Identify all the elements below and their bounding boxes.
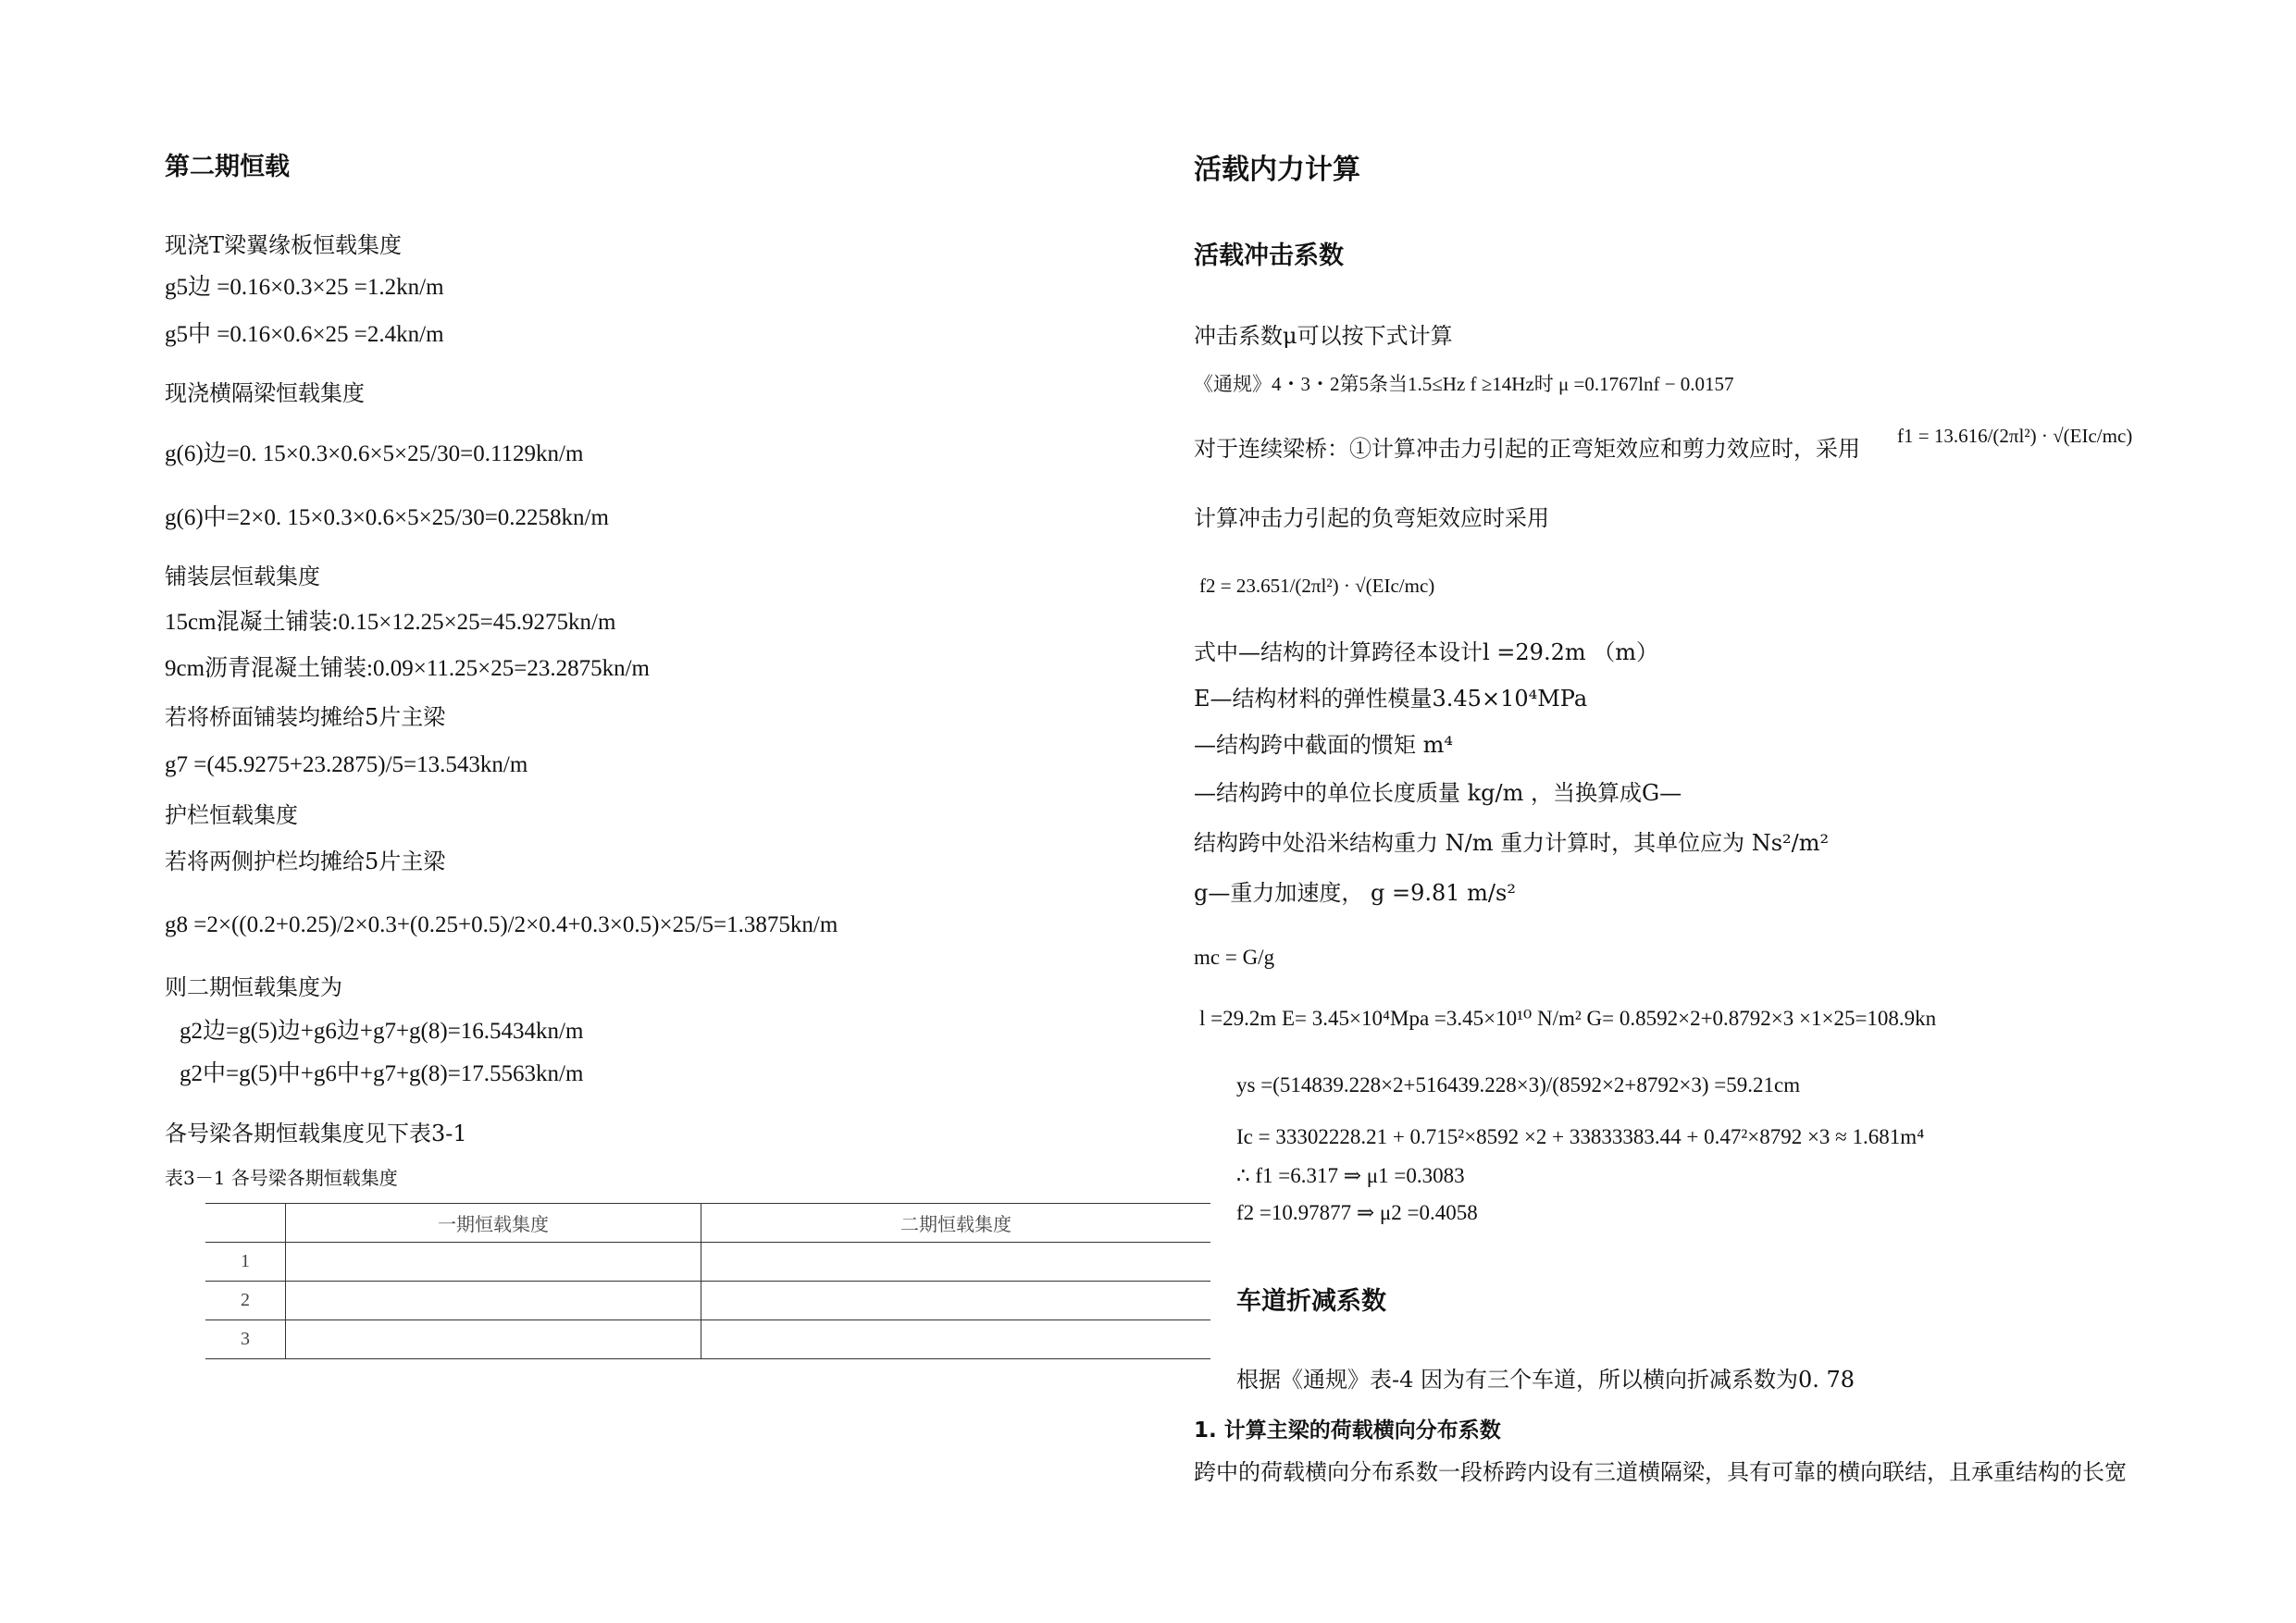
text-line: 式中—结构的计算跨径本设计l =29.2m （m） (1194, 639, 1658, 665)
text-line: 根据《通规》表-4 因为有三个车道，所以横向折减系数为0. 78 (1236, 1367, 1855, 1393)
section-title-impact-factor: 活载冲击系数 (1194, 242, 1344, 270)
formula-mu2: f2 =10.97877 ⇒ μ2 =0.4058 (1236, 1201, 1478, 1224)
text-line: 护栏恒载集度 (165, 802, 298, 828)
table-row (205, 1243, 1210, 1282)
text-line: 计算冲击力引起的负弯矩效应时采用 (1194, 505, 1549, 531)
formula-asphalt-paving: 9cm沥青混凝土铺装:0.09×11.25×25=23.2875kn/m (165, 656, 650, 681)
formula-g6-mid: g(6)中=2×0. 15×0.3×0.6×5×25/30=0.2258kn/m (165, 505, 609, 530)
formula-g6-edge: g(6)边=0. 15×0.3×0.6×5×25/30=0.1129kn/m (165, 441, 584, 466)
table-cell (701, 1320, 1211, 1359)
text-line: 现浇T梁翼缘板恒载集度 (165, 232, 403, 258)
text-line: 则二期恒载集度为 (165, 974, 342, 1000)
text-line: g—重力加速度， g =9.81 m/s² (1194, 880, 1516, 906)
formula-f1 (1897, 422, 2132, 450)
table-header-cell (205, 1204, 286, 1243)
text-line: 铺装层恒载集度 (165, 564, 320, 589)
formula-f2: f2 = 23.651/(2πl²) · √(EIc/mc) (1199, 575, 1435, 597)
table-cell (286, 1320, 701, 1359)
text-line: 若将两侧护栏均摊给5片主梁 (165, 849, 446, 874)
section-title-second-dead-load: 第二期恒载 (165, 153, 290, 181)
formula-mc: mc = G/g (1194, 946, 1275, 969)
formula-g5-edge: g5边 =0.16×0.3×25 =1.2kn/m (165, 275, 444, 300)
table-header-row (205, 1204, 1210, 1243)
text-line: 现浇横隔梁恒载集度 (165, 380, 365, 406)
text-line: 若将桥面铺装均摊给5片主梁 (165, 704, 446, 730)
table-cell (701, 1282, 1211, 1320)
table-cell (701, 1243, 1211, 1282)
formula-constants: l =29.2m E= 3.45×10⁴Mpa =3.45×10¹⁰ N/m² G= 0.8592×2+0.8792×3 ×1×25=108.9kn (1199, 1007, 1937, 1030)
formula-ic: Ic = 33302228.21 + 0.715²×8592 ×2 + 33833383.44 + 0.47²×8792 ×3 ≈ 1.681m⁴ (1236, 1125, 1925, 1148)
formula-mu1: ∴ f1 =6.317 ⇒ μ1 =0.3083 (1236, 1164, 1465, 1187)
dead-load-table (205, 1203, 1210, 1359)
text-line-f1 (1194, 435, 1860, 463)
formula-concrete-paving: 15cm混凝土铺装:0.15×12.25×25=45.9275kn/m (165, 610, 616, 635)
text-line: —结构跨中的单位长度质量 kg/m ，当换算成G— (1194, 780, 1682, 806)
formula-g5-mid: g5中 =0.16×0.6×25 =2.4kn/m (165, 322, 444, 347)
formula-g8: g8 =2×((0.2+0.25)/2×0.3+(0.25+0.5)/2×0.4+0.3×0.5)×25/5=1.3875kn/m (165, 912, 838, 937)
formula-f1-text: f1 = 13.616/(2πl²) · √(EIc/mc) (1897, 425, 2133, 447)
table-cell: 1 (205, 1243, 286, 1282)
text-line: 跨中的荷载横向分布系数一段桥跨内设有三道横隔梁，具有可靠的横向联结，且承重结构的长宽 (1194, 1459, 2127, 1485)
formula-impact-factor: 《通规》4・3・2第5条当1.5≤Hz f ≥14Hz时 μ =0.1767lnf − 0.0157 (1194, 373, 1734, 395)
text-line: —结构跨中截面的惯矩 m⁴ (1194, 732, 1454, 758)
formula-g2-edge: g2边=g(5)边+g6边+g7+g(8)=16.5434kn/m (180, 1019, 584, 1044)
formula-g2-mid: g2中=g(5)中+g6中+g7+g(8)=17.5563kn/m (180, 1061, 584, 1086)
table-header-cell: 一期恒载集度 (286, 1204, 701, 1243)
section-title-transverse-distribution: 1. 计算主梁的荷载横向分布系数 (1194, 1419, 1501, 1443)
section-title-live-load: 活载内力计算 (1194, 154, 1360, 186)
table-cell: 2 (205, 1282, 286, 1320)
section-title-lane-reduction: 车道折减系数 (1236, 1287, 1386, 1316)
table-cell (286, 1282, 701, 1320)
text-line: 冲击系数μ可以按下式计算 (1194, 323, 1453, 349)
table-header-cell: 二期恒载集度 (701, 1204, 1211, 1243)
table-row (205, 1320, 1210, 1359)
table-caption: 表3－1 各号梁各期恒载集度 (165, 1167, 398, 1189)
text-line: E—结构材料的弹性模量3.45×10⁴MPa (1194, 686, 1588, 712)
table-cell: 3 (205, 1320, 286, 1359)
formula-ys: ys =(514839.228×2+516439.228×3)/(8592×2+8792×3) =59.21cm (1236, 1073, 1801, 1096)
text-line: 各号梁各期恒载集度见下表3-1 (165, 1121, 467, 1146)
text-line: 结构跨中处沿米结构重力 N/m 重力计算时，其单位应为 Ns²/m² (1194, 830, 1830, 856)
formula-g7: g7 =(45.9275+23.2875)/5=13.543kn/m (165, 752, 528, 777)
table-cell (286, 1243, 701, 1282)
table-row (205, 1282, 1210, 1320)
text-f1-intro: 对于连续梁桥：①计算冲击力引起的正弯矩效应和剪力效应时，采用 (1194, 436, 1860, 462)
